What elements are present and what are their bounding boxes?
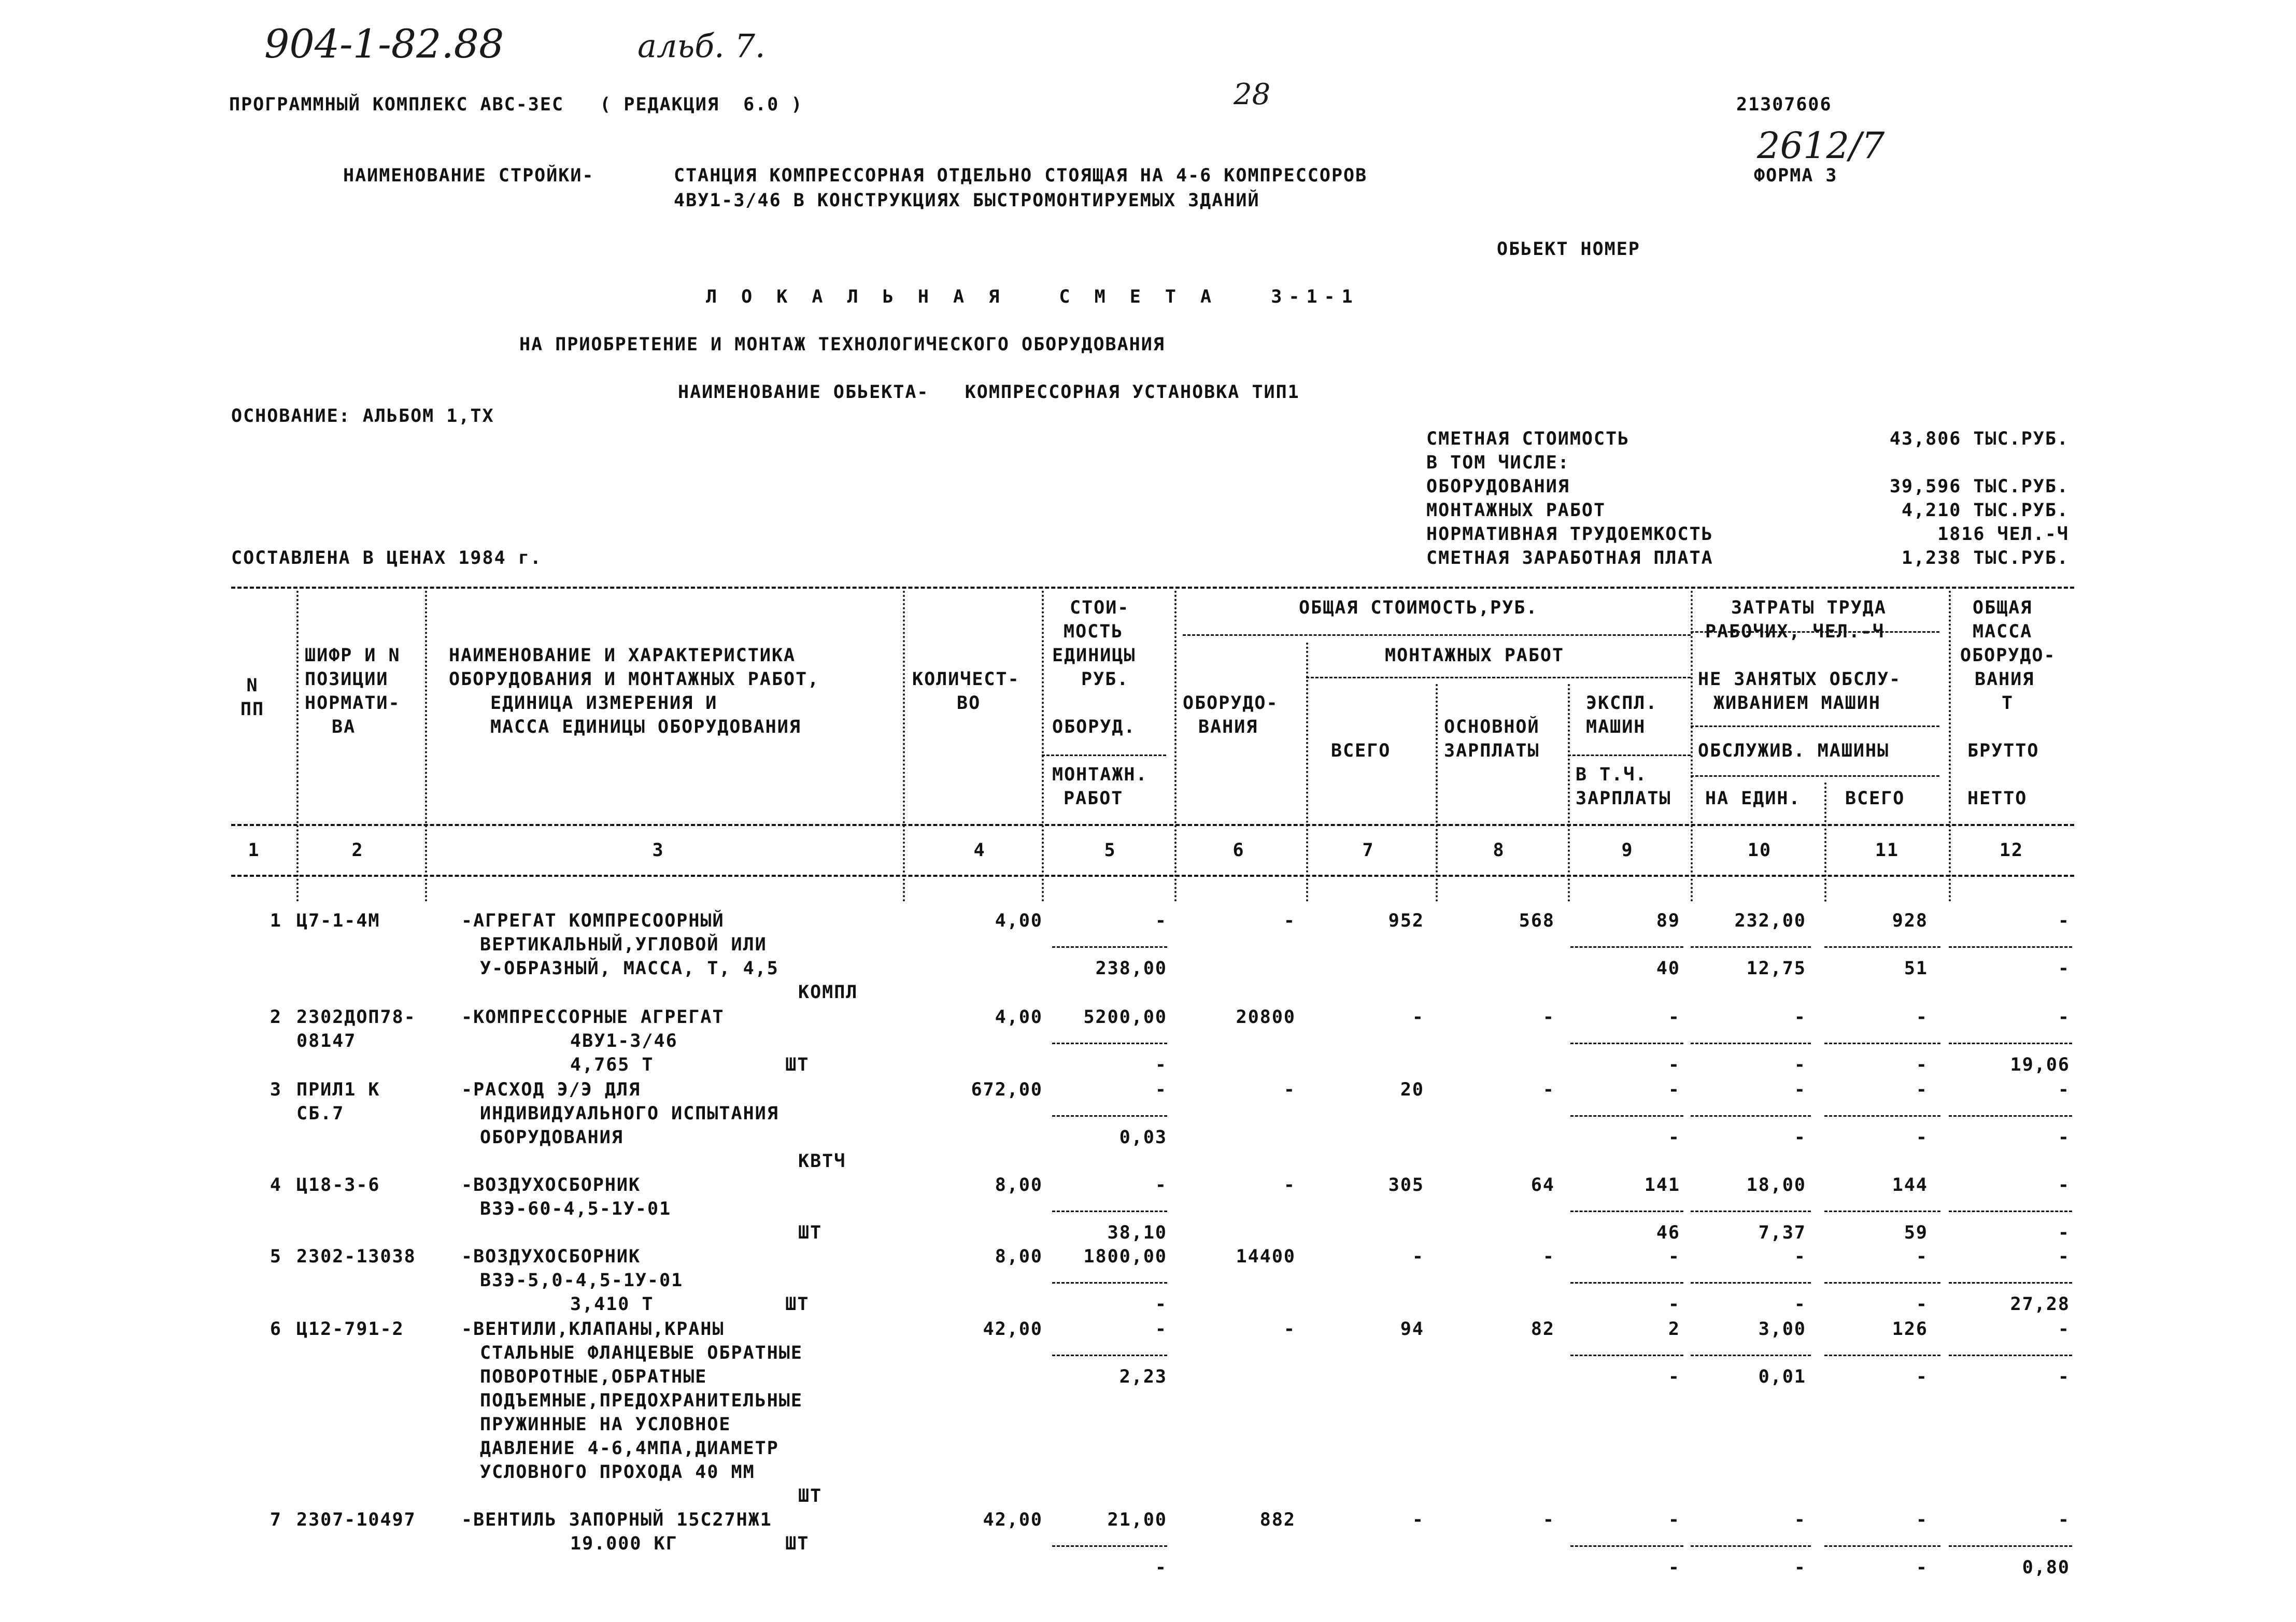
row-labor-machine-total: 51	[1904, 958, 1928, 979]
summary-label: ОБОРУДОВАНИЯ	[1426, 476, 1570, 497]
row-split-rule	[1949, 1282, 2072, 1284]
row-mass-gross: -	[2058, 1319, 2070, 1340]
col5-head-4: РУБ.	[1081, 669, 1129, 690]
col5-head-5: ОБОРУД.	[1052, 717, 1136, 737]
col9-head-2: МАШИН	[1586, 717, 1646, 737]
row-mount-total: -	[1412, 1246, 1424, 1267]
row-labor-machine-total: -	[1916, 1127, 1928, 1148]
row-split-rule	[1570, 1282, 1683, 1284]
row-labor-total: 928	[1892, 910, 1928, 931]
estimate-title: Л О К А Л Ь Н А Я С М Е Т А 3-1-1	[706, 287, 1359, 307]
row-labor-per-unit: 3,00	[1758, 1319, 1806, 1340]
handwritten-page: 28	[1234, 78, 1271, 111]
row-split-rule	[1052, 1211, 1167, 1212]
col5-head-1: СТОИ-	[1070, 597, 1130, 618]
row-description: ШТ	[798, 1222, 823, 1243]
row-labor-per-unit: -	[1794, 1246, 1806, 1267]
construction-label: НАИМЕНОВАНИЕ СТРОЙКИ-	[343, 165, 594, 186]
row-base-salary: -	[1542, 1079, 1555, 1100]
row-code: 2307-10497	[296, 1510, 416, 1530]
row-unit-cost-equipment: 21,00	[1107, 1510, 1167, 1530]
row-mass-net: -	[2058, 1127, 2070, 1148]
row-labor-per-unit: -	[1794, 1007, 1806, 1028]
row-split-rule	[1824, 1282, 1940, 1284]
row-labor-machine-per-unit: -	[1794, 1557, 1806, 1578]
row-labor-machine-total: 59	[1904, 1222, 1928, 1243]
row-base-salary: -	[1542, 1510, 1555, 1530]
col1-head-1: N	[246, 675, 259, 696]
row-mass-net: -	[2058, 958, 2070, 979]
row-quantity: 672,00	[971, 1079, 1043, 1100]
row-labor-per-unit: -	[1794, 1510, 1806, 1530]
row-split-rule	[1570, 1043, 1683, 1044]
row-labor-total: 144	[1892, 1175, 1928, 1196]
row-machine-salary: -	[1668, 1557, 1680, 1578]
row-quantity: 8,00	[995, 1175, 1043, 1196]
col5-head-3: ЕДИНИЦЫ	[1052, 645, 1136, 666]
row-number: 5	[270, 1246, 282, 1267]
row-description: ШТ	[798, 1486, 823, 1506]
row-description: УСЛОВНОГО ПРОХОДА 40 ММ	[480, 1462, 755, 1483]
row-labor-machine-per-unit: 0,01	[1758, 1367, 1806, 1387]
row-split-rule	[1570, 1545, 1683, 1547]
column-separator	[903, 591, 905, 902]
summary-value: 1,238 ТЫС.РУБ.	[1901, 548, 2069, 568]
summary-label: СМЕТНАЯ ЗАРАБОТНАЯ ПЛАТА	[1426, 548, 1713, 568]
row-labor-machine-total: -	[1916, 1294, 1928, 1315]
row-code: Ц7-1-4М	[296, 910, 380, 931]
col12-head-5: Т	[2002, 693, 2014, 714]
row-split-rule	[1052, 946, 1167, 948]
col5-head-2: МОСТЬ	[1064, 621, 1124, 642]
row-mount-total: 94	[1400, 1319, 1424, 1340]
row-code: СБ.7	[296, 1103, 345, 1124]
col3-head-3: ЕДИНИЦА ИЗМЕРЕНИЯ И	[490, 693, 718, 714]
row-quantity: 4,00	[995, 1007, 1043, 1028]
column-separator	[1691, 591, 1693, 902]
row-split-rule	[1949, 946, 2072, 948]
summary-label: СМЕТНАЯ СТОИМОСТЬ	[1426, 429, 1630, 449]
row-equipment-cost: -	[1283, 1319, 1296, 1340]
row-machine-cost: -	[1668, 1246, 1680, 1267]
col10-head: НА ЕДИН.	[1705, 788, 1801, 809]
row-description: 19.000 КГ ШТ	[570, 1533, 810, 1554]
labor-head-1: ЗАТРАТЫ ТРУДА	[1731, 597, 1887, 618]
row-unit-cost-mounting: -	[1155, 1294, 1167, 1315]
total-cost-head: ОБЩАЯ СТОИМОСТЬ,РУБ.	[1299, 597, 1538, 618]
row-description: -КОМПРЕССОРНЫЕ АГРЕГАТ	[461, 1007, 725, 1028]
row-description: ВЕРТИКАЛЬНЫЙ,УГЛОВОЙ ИЛИ	[480, 934, 767, 955]
row-machine-salary: 40	[1656, 958, 1680, 979]
col9-head-1: ЭКСПЛ.	[1586, 693, 1658, 714]
column-separator	[425, 591, 427, 902]
row-machine-salary: -	[1668, 1294, 1680, 1315]
row-split-rule	[1824, 946, 1940, 948]
row-unit-cost-equipment: 1800,00	[1083, 1246, 1167, 1267]
summary-value: 43,806 ТЫС.РУБ.	[1889, 429, 2069, 449]
row-description: ИНДИВИДУАЛЬНОГО ИСПЫТАНИЯ	[480, 1103, 779, 1124]
row-split-rule	[1949, 1115, 2072, 1117]
row-unit-cost-equipment: -	[1155, 1175, 1167, 1196]
row-machine-cost: -	[1668, 1007, 1680, 1028]
column-number: 1	[248, 840, 260, 861]
column-number: 9	[1621, 840, 1634, 861]
row-mount-total: 952	[1388, 910, 1424, 931]
row-split-rule	[1052, 1355, 1167, 1356]
column-number: 2	[351, 840, 364, 861]
basis: ОСНОВАНИЕ: АЛЬБОМ 1,ТХ	[231, 406, 494, 426]
row-split-rule	[1949, 1355, 2072, 1356]
row-base-salary: -	[1542, 1246, 1555, 1267]
row-labor-total: -	[1916, 1510, 1928, 1530]
row-labor-machine-per-unit: -	[1794, 1294, 1806, 1315]
doc-number: 21307606	[1736, 94, 1832, 115]
row-split-rule	[1824, 1115, 1940, 1117]
table-header-rule	[231, 824, 2074, 826]
row-description: ОБОРУДОВАНИЯ	[480, 1127, 623, 1148]
labor-head-3: НЕ ЗАНЯТЫХ ОБСЛУ-	[1698, 669, 1902, 690]
row-quantity: 42,00	[983, 1319, 1043, 1340]
row-split-rule	[1691, 1211, 1811, 1212]
row-labor-machine-per-unit: -	[1794, 1127, 1806, 1148]
col12-head-3: ОБОРУДО-	[1960, 645, 2056, 666]
col8-head-2: ЗАРПЛАТЫ	[1444, 741, 1540, 761]
row-labor-per-unit: -	[1794, 1079, 1806, 1100]
row-mount-total: 305	[1388, 1175, 1424, 1196]
handwritten-code: 904-1-82.88	[264, 21, 504, 67]
row-description: ВЗЭ-5,0-4,5-1У-01	[480, 1270, 684, 1291]
row-machine-salary: -	[1668, 1055, 1680, 1075]
header-rule	[1691, 725, 1939, 727]
row-labor-total: -	[1916, 1007, 1928, 1028]
row-code: 2302-13038	[296, 1246, 416, 1267]
row-number: 7	[270, 1510, 282, 1530]
row-split-rule	[1691, 1545, 1811, 1547]
table-top-rule	[231, 587, 2074, 589]
row-labor-per-unit: 18,00	[1746, 1175, 1806, 1196]
row-equipment-cost: 882	[1259, 1510, 1296, 1530]
row-split-rule	[1949, 1043, 2072, 1044]
summary-value: 1816 ЧЕЛ.-Ч	[1937, 524, 2069, 545]
row-split-rule	[1691, 1115, 1811, 1117]
summary-label: НОРМАТИВНАЯ ТРУДОЕМКОСТЬ	[1426, 524, 1713, 545]
row-unit-cost-mounting: 0,03	[1119, 1127, 1167, 1148]
program-header: ПРОГРАММНЫЙ КОМПЛЕКС АВС-3ЕС ( РЕДАКЦИЯ 6.0 )	[229, 94, 803, 115]
row-mass-gross: -	[2058, 1175, 2070, 1196]
col1-head-2: ПП	[240, 699, 265, 720]
row-labor-per-unit: 232,00	[1734, 910, 1806, 931]
column-number: 3	[652, 840, 664, 861]
row-equipment-cost: 20800	[1236, 1007, 1296, 1028]
row-machine-cost: -	[1668, 1510, 1680, 1530]
column-number: 10	[1747, 840, 1772, 861]
row-labor-total: 126	[1892, 1319, 1928, 1340]
row-description: -ВОЗДУХОСБОРНИК	[461, 1246, 641, 1267]
col12-head-4: ВАНИЯ	[1975, 669, 2035, 690]
row-number: 1	[270, 910, 282, 931]
col3-head-1: НАИМЕНОВАНИЕ И ХАРАКТЕРИСТИКА	[449, 645, 796, 666]
column-separator	[1174, 591, 1177, 902]
row-base-salary: 568	[1519, 910, 1555, 931]
row-unit-cost-equipment: -	[1155, 910, 1167, 931]
row-mass-gross: -	[2058, 1246, 2070, 1267]
row-equipment-cost: -	[1283, 1079, 1296, 1100]
row-split-rule	[1052, 1043, 1167, 1044]
row-description: ПРУЖИННЫЕ НА УСЛОВНОЕ	[480, 1414, 731, 1435]
col3-head-4: МАССА ЕДИНИЦЫ ОБОРУДОВАНИЯ	[490, 717, 801, 737]
row-mass-gross: -	[2058, 910, 2070, 931]
row-description: ПОДЪЕМНЫЕ,ПРЕДОХРАНИТЕЛЬНЫЕ	[480, 1390, 803, 1411]
col8-head-1: ОСНОВНОЙ	[1444, 717, 1540, 737]
column-number-rule	[231, 875, 2074, 877]
row-machine-salary: -	[1668, 1127, 1680, 1148]
row-split-rule	[1824, 1355, 1940, 1356]
row-number: 4	[270, 1175, 282, 1196]
col2-head-2: ПОЗИЦИИ	[305, 669, 389, 690]
labor-head-4: ЖИВАНИЕМ МАШИН	[1713, 693, 1881, 714]
row-split-rule	[1691, 1043, 1811, 1044]
handwritten-album: альб. 7.	[637, 27, 766, 65]
summary-label: В ТОМ ЧИСЛЕ:	[1426, 452, 1570, 473]
construction-line-2: 4ВУ1-3/46 В КОНСТРУКЦИЯХ БЫСТРОМОНТИРУЕМЫХ ЗДАНИЙ	[674, 190, 1260, 211]
row-split-rule	[1052, 1282, 1167, 1284]
col7-head: ВСЕГО	[1331, 741, 1391, 761]
row-description: КВТЧ	[798, 1151, 846, 1172]
row-description: 3,410 Т ШТ	[570, 1294, 810, 1315]
row-description: КОМПЛ	[798, 982, 858, 1003]
row-unit-cost-mounting: 2,23	[1119, 1367, 1167, 1387]
column-number: 7	[1362, 840, 1374, 861]
row-split-rule	[1691, 1282, 1811, 1284]
col2-head-3: НОРМАТИ-	[305, 693, 401, 714]
col12-head-1: ОБЩАЯ	[1973, 597, 2033, 618]
object-number: ОБЬЕКТ НОМЕР	[1497, 239, 1640, 260]
row-description: ДАВЛЕНИЕ 4-6,4МПА,ДИАМЕТР	[480, 1438, 779, 1459]
row-machine-cost: -	[1668, 1079, 1680, 1100]
row-labor-machine-total: -	[1916, 1557, 1928, 1578]
row-code: 2302ДОП78-	[296, 1007, 416, 1028]
row-labor-total: -	[1916, 1246, 1928, 1267]
row-mass-net: 19,06	[2010, 1055, 2070, 1075]
row-mass-net: 0,80	[2022, 1557, 2070, 1578]
row-split-rule	[1570, 1211, 1683, 1212]
row-number: 3	[270, 1079, 282, 1100]
col9-head-3: В Т.Ч.	[1576, 764, 1648, 785]
header-rule	[1691, 775, 1939, 777]
row-unit-cost-equipment: -	[1155, 1319, 1167, 1340]
row-unit-cost-mounting: -	[1155, 1055, 1167, 1075]
row-description: -ВЕНТИЛЬ ЗАПОРНЫЙ 15С27НЖ1	[461, 1510, 772, 1530]
row-description: 4,765 Т ШТ	[570, 1055, 810, 1075]
row-machine-salary: -	[1668, 1367, 1680, 1387]
col9-head-4: ЗАРПЛАТЫ	[1576, 788, 1671, 809]
col11-head: ВСЕГО	[1845, 788, 1905, 809]
column-separator	[1042, 591, 1044, 902]
object-name: НАИМЕНОВАНИЕ ОБЬЕКТА- КОМПРЕССОРНАЯ УСТАНОВКА ТИП1	[678, 382, 1300, 403]
col5-head-6: МОНТАЖН.	[1052, 764, 1148, 785]
row-equipment-cost: 14400	[1236, 1246, 1296, 1267]
row-split-rule	[1052, 1545, 1167, 1547]
row-description: У-ОБРАЗНЫЙ, МАССА, Т, 4,5	[480, 958, 779, 979]
header-rule	[1306, 677, 1691, 678]
header-rule	[1183, 634, 1691, 636]
column-separator	[296, 591, 299, 902]
row-machine-cost: 89	[1656, 910, 1680, 931]
col12-head-2: МАССА	[1973, 621, 2033, 642]
labor-head-2: РАБОЧИХ, ЧЕЛ.-Ч	[1705, 621, 1885, 642]
row-base-salary: 82	[1530, 1319, 1555, 1340]
row-split-rule	[1570, 1355, 1683, 1356]
row-labor-machine-total: -	[1916, 1367, 1928, 1387]
row-description: ВЗЭ-60-4,5-1У-01	[480, 1199, 672, 1219]
row-labor-machine-total: -	[1916, 1055, 1928, 1075]
row-split-rule	[1570, 1115, 1683, 1117]
header-rule	[1042, 755, 1166, 756]
row-number: 6	[270, 1319, 282, 1340]
summary-value: 4,210 ТЫС.РУБ.	[1901, 500, 2069, 521]
row-split-rule	[1691, 1355, 1811, 1356]
row-unit-cost-equipment: 5200,00	[1083, 1007, 1167, 1028]
col12-head-7: НЕТТО	[1967, 788, 2028, 809]
row-description: -АГРЕГАТ КОМПРЕСООРНЫЙ	[461, 910, 725, 931]
row-description: СТАЛЬНЫЕ ФЛАНЦЕВЫЕ ОБРАТНЫЕ	[480, 1343, 803, 1363]
row-mass-gross: -	[2058, 1510, 2070, 1530]
row-unit-cost-mounting: 38,10	[1107, 1222, 1167, 1243]
column-separator	[1436, 684, 1438, 902]
column-separator	[1306, 643, 1308, 902]
col5-head-7: РАБОТ	[1064, 788, 1124, 809]
form-label: ФОРМА 3	[1754, 165, 1838, 186]
column-number: 4	[973, 840, 986, 861]
summary-label: МОНТАЖНЫХ РАБОТ	[1426, 500, 1606, 521]
row-mass-net: -	[2058, 1222, 2070, 1243]
header-rule	[1568, 755, 1691, 756]
row-split-rule	[1824, 1043, 1940, 1044]
column-number: 5	[1104, 840, 1116, 861]
row-split-rule	[1570, 946, 1683, 948]
labor-head-5: ОБСЛУЖИВ. МАШИНЫ	[1698, 741, 1890, 761]
row-labor-machine-per-unit: -	[1794, 1055, 1806, 1075]
col4-head-2: ВО	[957, 693, 981, 714]
column-separator	[1949, 591, 1951, 902]
row-unit-cost-equipment: -	[1155, 1079, 1167, 1100]
row-description: -ВОЗДУХОСБОРНИК	[461, 1175, 641, 1196]
row-description: -ВЕНТИЛИ,КЛАПАНЫ,КРАНЫ	[461, 1319, 725, 1340]
row-mount-total: -	[1412, 1007, 1424, 1028]
row-mass-net: -	[2058, 1367, 2070, 1387]
row-code: Ц18-3-6	[296, 1175, 380, 1196]
row-machine-cost: 141	[1644, 1175, 1680, 1196]
row-mount-total: -	[1412, 1510, 1424, 1530]
row-description: 4ВУ1-3/46	[570, 1031, 678, 1051]
column-number: 11	[1875, 840, 1900, 861]
row-quantity: 8,00	[995, 1246, 1043, 1267]
row-split-rule	[1824, 1211, 1940, 1212]
row-split-rule	[1052, 1115, 1167, 1117]
col2-head-1: ШИФР И N	[305, 645, 401, 666]
row-equipment-cost: -	[1283, 1175, 1296, 1196]
row-split-rule	[1949, 1211, 2072, 1212]
column-number: 8	[1493, 840, 1505, 861]
col6-head-2: ВАНИЯ	[1198, 717, 1258, 737]
row-code: 08147	[296, 1031, 357, 1051]
row-labor-machine-per-unit: 7,37	[1758, 1222, 1806, 1243]
row-unit-cost-mounting: 238,00	[1095, 958, 1167, 979]
column-separator	[1824, 782, 1826, 902]
row-quantity: 4,00	[995, 910, 1043, 931]
handwritten-form-note: 2612/7	[1757, 124, 1885, 167]
row-labor-machine-per-unit: 12,75	[1746, 958, 1806, 979]
row-equipment-cost: -	[1283, 910, 1296, 931]
mount-works-head: МОНТАЖНЫХ РАБОТ	[1385, 645, 1565, 666]
column-number: 12	[1999, 840, 2024, 861]
row-code: ПРИЛ1 К	[296, 1079, 380, 1100]
row-machine-cost: 2	[1668, 1319, 1680, 1340]
col4-head-1: КОЛИЧЕСТ-	[912, 669, 1020, 690]
col3-head-2: ОБОРУДОВАНИЯ И МОНТАЖНЫХ РАБОТ,	[449, 669, 820, 690]
col6-head-1: ОБОРУДО-	[1183, 693, 1279, 714]
row-base-salary: -	[1542, 1007, 1555, 1028]
row-mount-total: 20	[1400, 1079, 1424, 1100]
row-mass-gross: -	[2058, 1079, 2070, 1100]
row-unit-cost-mounting: -	[1155, 1557, 1167, 1578]
summary-value: 39,596 ТЫС.РУБ.	[1889, 476, 2069, 497]
col2-head-4: ВА	[332, 717, 356, 737]
row-quantity: 42,00	[983, 1510, 1043, 1530]
estimate-subtitle: НА ПРИОБРЕТЕНИЕ И МОНТАЖ ТЕХНОЛОГИЧЕСКОГО ОБОРУДОВАНИЯ	[519, 334, 1165, 355]
row-labor-total: -	[1916, 1079, 1928, 1100]
col12-head-6: БРУТТО	[1967, 741, 2039, 761]
column-separator	[1568, 684, 1570, 902]
prices-year: СОСТАВЛЕНА В ЦЕНАХ 1984 г.	[231, 548, 542, 568]
row-description: ПОВОРОТНЫЕ,ОБРАТНЫЕ	[480, 1367, 707, 1387]
row-split-rule	[1691, 946, 1811, 948]
row-split-rule	[1949, 1545, 2072, 1547]
row-base-salary: 64	[1530, 1175, 1555, 1196]
row-machine-salary: 46	[1656, 1222, 1680, 1243]
row-description: -РАСХОД Э/Э ДЛЯ	[461, 1079, 641, 1100]
row-split-rule	[1824, 1545, 1940, 1547]
construction-line-1: СТАНЦИЯ КОМПРЕССОРНАЯ ОТДЕЛЬНО СТОЯЩАЯ НА 4-6 КОМПРЕССОРОВ	[674, 165, 1368, 186]
row-mass-gross: -	[2058, 1007, 2070, 1028]
column-number: 6	[1232, 840, 1245, 861]
row-mass-net: 27,28	[2010, 1294, 2070, 1315]
row-number: 2	[270, 1007, 282, 1028]
row-code: Ц12-791-2	[296, 1319, 404, 1340]
